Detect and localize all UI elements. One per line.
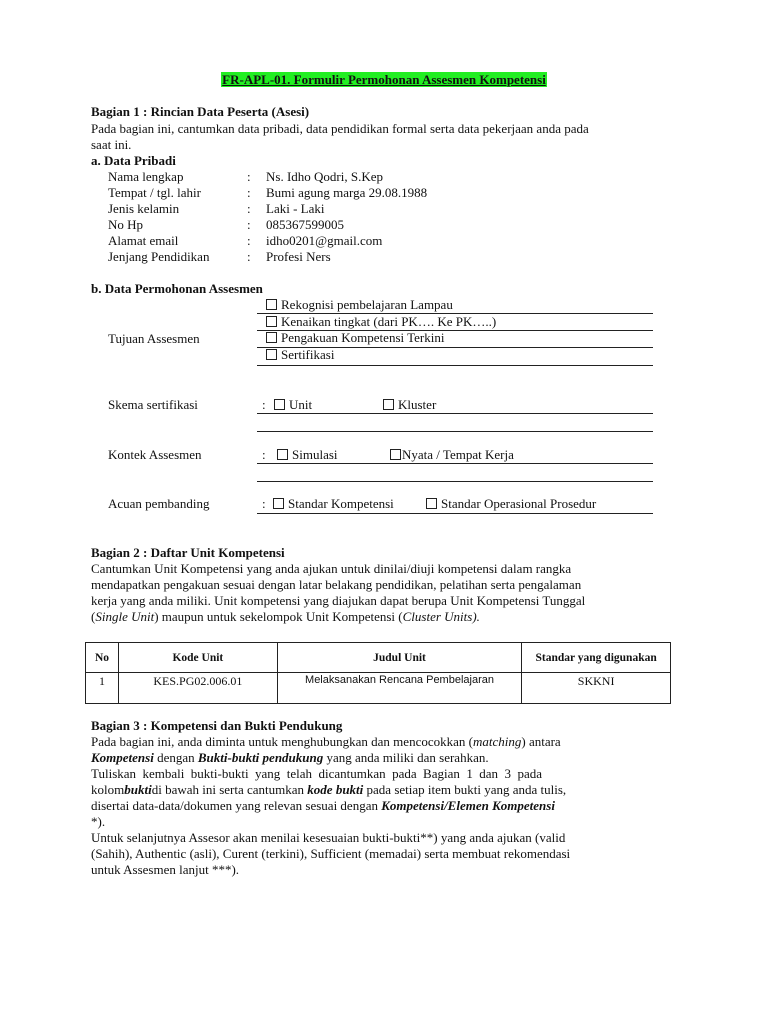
acuan-option-standar-kompetensi[interactable]: Standar Kompetensi [273,496,394,512]
field-colon: : [247,169,251,184]
checkbox[interactable] [274,399,285,410]
column-header-no: No [86,643,119,673]
column-header-standar: Standar yang digunakan [522,643,671,673]
bagian3-line1: Pada bagian ini, anda diminta untuk menghubungkan dan mencocokkan (matching) antara [91,734,561,749]
checkbox[interactable] [277,449,288,460]
field-value-ttl: Bumi agung marga 29.08.1988 [266,185,428,200]
skema-colon: : [262,397,266,412]
kontek-option-nyata[interactable]: Nyata / Tempat Kerja [390,447,514,463]
field-label-ttl: Tempat / tgl. lahir [108,185,201,200]
checkbox[interactable] [383,399,394,410]
bagian3-line8: (Sahih), Authentic (asli), Curent (terkini), Sufficient (memadai) serta membuat rekomendasi [91,846,571,861]
field-value-jenis-kelamin: Laki - Laki [266,201,325,216]
checkbox[interactable] [266,349,277,360]
bagian2-line3: kerja yang anda miliki. Unit kompetensi yang diajukan dapat berupa Unit Kompetensi Tunggal [91,593,586,608]
checkbox[interactable] [266,332,277,343]
checkbox[interactable] [266,316,277,327]
field-colon: : [247,185,251,200]
bagian1-intro-line2: saat ini. [91,137,132,152]
column-header-judul-unit: Judul Unit [277,643,521,673]
data-pribadi-heading: a. Data Pribadi [91,153,176,168]
skema-label: Skema sertifikasi [108,397,198,412]
bagian2-line1: Cantumkan Unit Kompetensi yang anda ajukan untuk dinilai/diuji kompetensi dalam rangka [91,561,572,576]
skema-option-kluster[interactable]: Kluster [383,397,436,413]
bagian1-intro-line1: Pada bagian ini, cantumkan data pribadi, data pendidikan formal serta data pekerjaan anda pada [91,121,589,136]
cell-judul-unit: Melaksanakan Rencana Pembelajaran [277,673,521,704]
divider [257,481,653,482]
acuan-label: Acuan pembanding [108,496,210,511]
checkbox[interactable] [273,498,284,509]
field-label-jenjang: Jenjang Pendidikan [108,249,210,264]
data-permohonan-heading: b. Data Permohonan Assesmen [91,281,263,296]
field-value-nama: Ns. Idho Qodri, S.Kep [266,169,383,184]
divider [257,431,653,432]
bagian2-heading: Bagian 2 : Daftar Unit Kompetensi [91,545,285,560]
skema-option-unit[interactable]: Unit [274,397,312,413]
field-value-no-hp: 085367599005 [266,217,344,232]
field-value-email: idho0201@gmail.com [266,233,383,248]
form-title [0,72,768,88]
bagian3-line6: *). [91,814,106,829]
kontek-option-simulasi[interactable]: Simulasi [277,447,338,463]
acuan-option-sop[interactable]: Standar Operasional Prosedur [426,496,596,512]
cell-standar: SKKNI [522,673,671,704]
field-colon: : [247,217,251,232]
divider [257,413,653,414]
divider [257,365,653,366]
bagian3-line3: Tuliskan kembali bukti-bukti yang telah dicantumkan pada Bagian 1 dan 3 pada [91,766,542,781]
field-label-nama: Nama lengkap [108,169,184,184]
field-label-email: Alamat email [108,233,179,248]
tujuan-option-pengakuan[interactable]: Pengakuan Kompetensi Terkini [266,330,444,346]
field-label-no-hp: No Hp [108,217,144,232]
field-colon: : [247,233,251,248]
field-value-jenjang: Profesi Ners [266,249,331,264]
field-label-jenis-kelamin: Jenis kelamin [108,201,180,216]
tujuan-option-rpl[interactable]: Rekognisi pembelajaran Lampau [266,297,453,313]
bagian3-line2: Kompetensi dengan Bukti-bukti pendukung yang anda miliki dan serahkan. [91,750,489,765]
bagian3-line7: Untuk selanjutnya Assesor akan menilai kesesuaian bukti-bukti**) yang anda ajukan (valid [91,830,566,845]
kontek-colon: : [262,447,266,462]
cell-no: 1 [86,673,119,704]
divider [257,463,653,464]
bagian1-heading: Bagian 1 : Rincian Data Peserta (Asesi) [91,104,310,119]
bagian3-line5: disertai data-data/dokumen yang relevan sesuai dengan Kompetensi/Elemen Kompetensi [91,798,555,813]
field-colon: : [247,249,251,264]
bagian2-line4: (Single Unit) maupun untuk sekelompok Unit Kompetensi (Cluster Units). [91,609,480,624]
divider [257,513,653,514]
checkbox[interactable] [426,498,437,509]
checkbox[interactable] [266,299,277,310]
unit-kompetensi-table [85,642,671,704]
field-colon: : [247,201,251,216]
tujuan-label: Tujuan Assesmen [108,331,200,346]
kontek-label: Kontek Assesmen [108,447,202,462]
form-title-text: FR-APL-01. Formulir Permohonan Assesmen Kompetensi [222,72,546,87]
table-header-row [86,643,671,673]
tujuan-option-sertifikasi[interactable]: Sertifikasi [266,347,334,363]
table-row [86,673,671,704]
checkbox[interactable] [390,449,401,460]
cell-kode-unit: KES.PG02.006.01 [118,673,277,704]
bagian3-heading: Bagian 3 : Kompetensi dan Bukti Pendukung [91,718,343,733]
acuan-colon: : [262,496,266,511]
bagian3-line4: kolombuktidi bawah ini serta cantumkan kode bukti pada setiap item bukti yang anda tulis, [91,782,567,797]
bagian3-line9: untuk Assesmen lanjut ***). [91,862,240,877]
column-header-kode-unit: Kode Unit [118,643,277,673]
bagian2-line2: mendapatkan pengakuan sesuai dengan latar belakang pendidikan, pelatihan serta pengalaman [91,577,582,592]
tujuan-option-kenaikan[interactable]: Kenaikan tingkat (dari PK…. Ke PK…..) [266,314,496,330]
